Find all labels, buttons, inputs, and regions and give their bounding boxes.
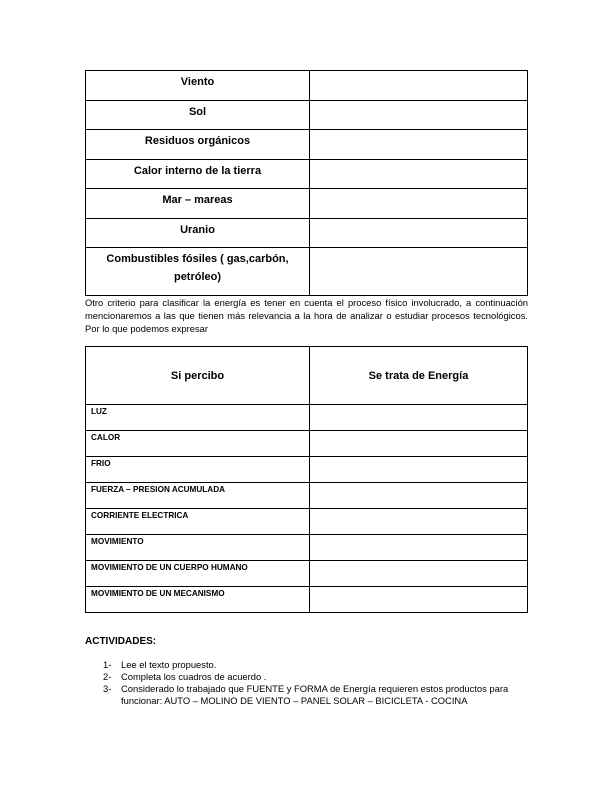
item-number: 1- (103, 659, 112, 670)
table-row (86, 535, 528, 561)
source-cell: Calor interno de la tierra (86, 159, 310, 189)
energy-sources-table (85, 70, 528, 296)
answer-cell[interactable] (310, 561, 528, 587)
perception-cell: MOVIMIENTO (86, 535, 310, 561)
source-cell: Combustibles fósiles ( gas,carbón, petróleo) (86, 248, 310, 296)
list-item (103, 683, 533, 707)
table-row (86, 218, 528, 248)
perception-cell: FUERZA – PRESION ACUMULADA (86, 483, 310, 509)
answer-cell[interactable] (310, 130, 528, 160)
answer-cell[interactable] (310, 587, 528, 613)
answer-cell[interactable] (310, 535, 528, 561)
perception-cell: FRIO (86, 457, 310, 483)
item-text: Lee el texto propuesto. (121, 659, 217, 670)
list-item (103, 659, 533, 671)
answer-cell[interactable] (310, 248, 528, 296)
source-cell: Sol (86, 100, 310, 130)
item-number: 2- (103, 671, 112, 682)
activities-list (103, 659, 533, 707)
table-row (86, 71, 528, 101)
table-row (86, 130, 528, 160)
table-row (86, 561, 528, 587)
header-si-percibo: Si percibo (86, 347, 310, 405)
table-row (86, 405, 528, 431)
table-row (86, 431, 528, 457)
source-cell: Viento (86, 71, 310, 101)
item-text: Completa los cuadros de acuerdo . (121, 671, 267, 682)
perception-cell: MOVIMIENTO DE UN CUERPO HUMANO (86, 561, 310, 587)
perception-cell: CALOR (86, 431, 310, 457)
answer-cell[interactable] (310, 71, 528, 101)
intro-paragraph: Otro criterio para clasificar la energía es tener en cuenta el proceso físico involucrado, a continuación mencionaremos a las que tienen más relevancia a la hora de analizar o estudiar procesos tecnológicos. Por lo que podemos expresar (85, 297, 528, 334)
table-row (86, 457, 528, 483)
answer-cell[interactable] (310, 431, 528, 457)
perception-table (85, 346, 528, 613)
item-number: 3- (103, 683, 112, 694)
answer-cell[interactable] (310, 483, 528, 509)
table-row (86, 509, 528, 535)
perception-cell: LUZ (86, 405, 310, 431)
table-row (86, 159, 528, 189)
table-row (86, 189, 528, 219)
answer-cell[interactable] (310, 405, 528, 431)
perception-cell: CORRIENTE ELECTRICA (86, 509, 310, 535)
perception-cell: MOVIMIENTO DE UN MECANISMO (86, 587, 310, 613)
table-row (86, 248, 528, 296)
answer-cell[interactable] (310, 189, 528, 219)
source-cell: Residuos orgánicos (86, 130, 310, 160)
answer-cell[interactable] (310, 509, 528, 535)
table-header-row (86, 347, 528, 405)
answer-cell[interactable] (310, 218, 528, 248)
table-row (86, 587, 528, 613)
activities-title: ACTIVIDADES: (85, 636, 157, 647)
table-row (86, 100, 528, 130)
header-se-trata-de-energia: Se trata de Energía (310, 347, 528, 405)
answer-cell[interactable] (310, 159, 528, 189)
source-cell: Mar – mareas (86, 189, 310, 219)
source-cell: Uranio (86, 218, 310, 248)
item-text: Considerado lo trabajado que FUENTE y FORMA de Energía requieren estos productos para funcionar: AUTO – MOLINO DE VIENTO – PANEL SOLAR – BICICLETA - COCINA (121, 683, 509, 706)
answer-cell[interactable] (310, 457, 528, 483)
answer-cell[interactable] (310, 100, 528, 130)
list-item (103, 671, 533, 683)
table-row (86, 483, 528, 509)
